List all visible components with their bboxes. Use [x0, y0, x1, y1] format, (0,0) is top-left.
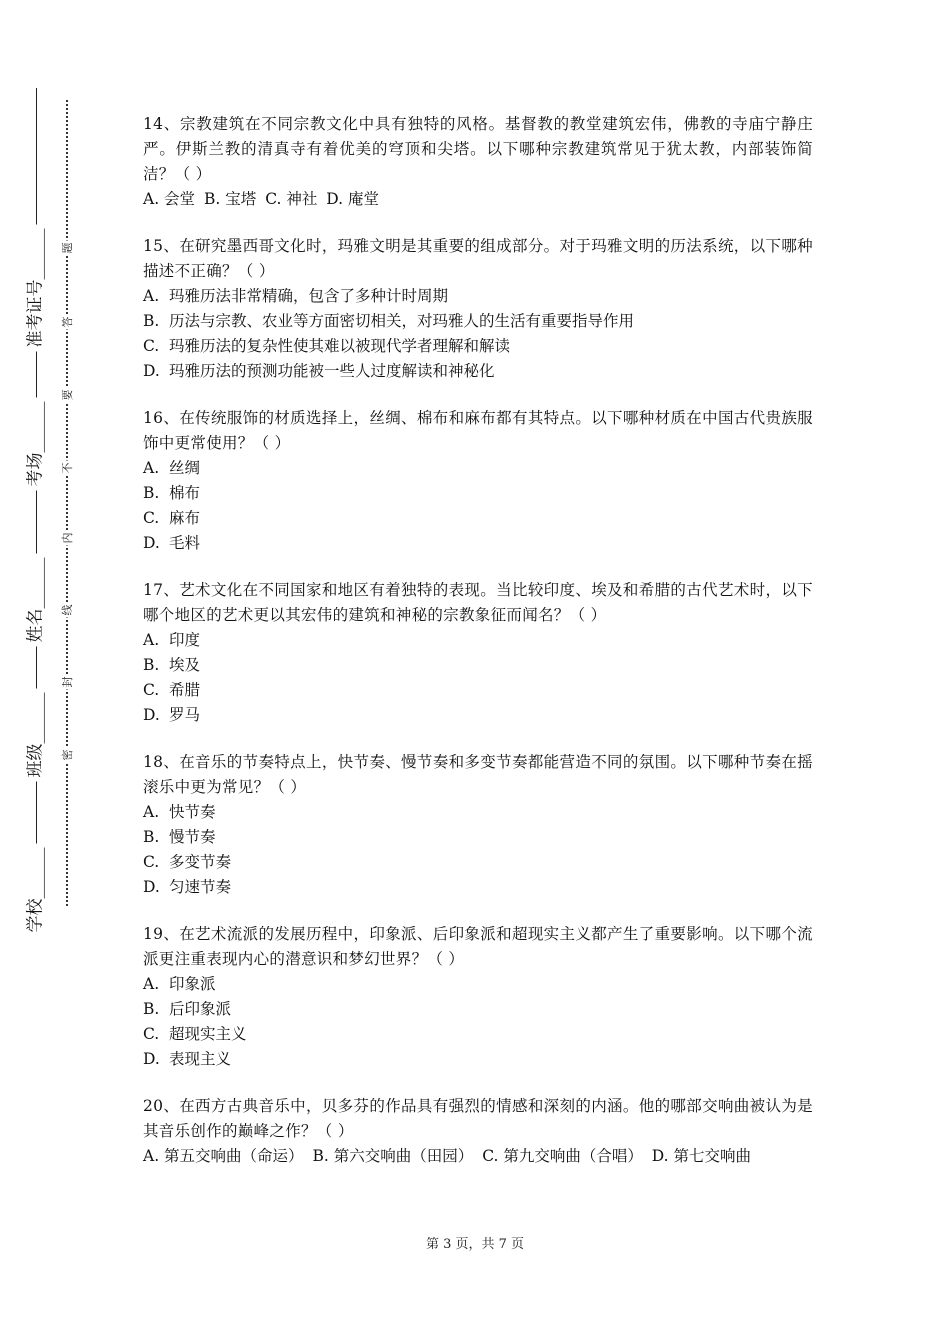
option-letter: B. — [143, 1000, 160, 1018]
option-text: 匀速节奏 — [169, 878, 232, 896]
option-letter: D. — [143, 706, 160, 724]
seal-char: 线 — [61, 604, 74, 616]
option-letter: C. — [143, 1025, 160, 1043]
option-text: 棉布 — [169, 484, 201, 502]
option-text: 玛雅历法非常精确，包含了多种计时周期 — [169, 287, 449, 305]
question-stem: 16、在传统服饰的材质选择上，丝绸、棉布和麻布都有其特点。以下哪种材质在中国古代贵族服饰中更常使用？（ ） — [143, 409, 813, 452]
question-stem: 18、在音乐的节奏特点上，快节奏、慢节奏和多变节奏都能营造不同的氛围。以下哪种节奏在摇滚乐中更为常见？（ ） — [143, 753, 813, 796]
option — [143, 531, 813, 556]
option-text: 印象派 — [169, 975, 216, 993]
option — [143, 628, 813, 653]
name-field: 姓名______ — [21, 554, 46, 647]
option-text: 历法与宗教、农业等方面密切相关，对玛雅人的生活有重要指导作用 — [169, 312, 635, 330]
option — [143, 309, 813, 334]
option-letter: B. — [143, 312, 160, 330]
question-16 — [143, 406, 813, 556]
binding-strip — [0, 0, 110, 1344]
option — [143, 1047, 813, 1072]
option: D. 庵堂 — [326, 190, 380, 208]
option — [143, 1022, 813, 1047]
binding-dotted-line — [66, 100, 68, 906]
option-letter: C. — [143, 681, 160, 699]
question-17 — [143, 578, 813, 728]
option-letter: B. — [143, 828, 160, 846]
option — [143, 703, 813, 728]
option-letter: C. — [143, 509, 160, 527]
option-row — [143, 187, 813, 212]
option-text: 埃及 — [169, 656, 201, 674]
option: B. 宝塔 — [204, 190, 257, 208]
question-stem: 15、在研究墨西哥文化时，玛雅文明是其重要的组成部分。对于玛雅文明的历法系统，以下哪种描述不正确？（ ） — [143, 237, 813, 280]
option-text: 慢节奏 — [169, 828, 216, 846]
option — [143, 359, 813, 384]
option-letter: B. — [143, 656, 160, 674]
option-text: 快节奏 — [169, 803, 216, 821]
option — [143, 284, 813, 309]
option — [143, 825, 813, 850]
option-text: 麻布 — [169, 509, 201, 527]
option-row — [143, 1144, 813, 1169]
option — [143, 800, 813, 825]
option — [143, 334, 813, 359]
page-number: 第 3 页，共 7 页 — [425, 1237, 525, 1252]
seal-char: 不 — [61, 462, 74, 474]
question-stem: 20、在西方古典音乐中，贝多芬的作品具有强烈的情感和深刻的内涵。他的哪部交响曲被认为是其音乐创作的巅峰之作？（ ） — [143, 1097, 813, 1140]
option — [143, 506, 813, 531]
option-text: 多变节奏 — [169, 853, 232, 871]
seal-char: 答 — [61, 316, 74, 328]
exam-number-field: 准考证号______ — [21, 225, 46, 352]
option-letter: D. — [143, 1050, 160, 1068]
option — [143, 456, 813, 481]
seal-char: 封 — [61, 676, 74, 688]
option — [143, 997, 813, 1022]
question-20 — [143, 1094, 813, 1169]
class-field: 班级______ — [21, 689, 46, 782]
option: C. 第九交响曲（合唱） — [482, 1147, 643, 1165]
seal-char: 题 — [61, 242, 74, 254]
option-letter: D. — [143, 878, 160, 896]
option-text: 玛雅历法的预测功能被一些人过度解读和神秘化 — [169, 362, 495, 380]
question-19 — [143, 922, 813, 1072]
seal-char: 内 — [61, 532, 74, 544]
question-14 — [143, 112, 813, 212]
option-text: 罗马 — [169, 706, 201, 724]
option — [143, 481, 813, 506]
option — [143, 972, 813, 997]
question-18 — [143, 750, 813, 900]
option-letter: A. — [143, 459, 160, 477]
option — [143, 875, 813, 900]
option — [143, 678, 813, 703]
question-stem: 17、艺术文化在不同国家和地区有着独特的表现。当比较印度、埃及和希腊的古代艺术时，以下哪个地区的艺术更以其宏伟的建筑和神秘的宗教象征而闻名？（ ） — [143, 581, 813, 624]
option: A. 会堂 — [143, 190, 196, 208]
option-letter: C. — [143, 337, 160, 355]
option-letter: D. — [143, 534, 160, 552]
question-stem: 14、宗教建筑在不同宗教文化中具有独特的风格。基督教的教堂建筑宏伟，佛教的寺庙宁静庄严。伊斯兰教的清真寺有着优美的穹顶和尖塔。以下哪种宗教建筑常见于犹太教，内部装饰简洁？（ ） — [143, 115, 813, 183]
option-letter: A. — [143, 975, 160, 993]
seal-char: 密 — [61, 749, 74, 761]
school-field: 学校______ — [21, 844, 46, 937]
option-letter: C. — [143, 853, 160, 871]
option-letter: A. — [143, 803, 160, 821]
question-stem: 19、在艺术流派的发展历程中，印象派、后印象派和超现实主义都产生了重要影响。以下哪个流派更注重表现内心的潜意识和梦幻世界？（ ） — [143, 925, 813, 968]
option-letter: A. — [143, 631, 160, 649]
option — [143, 653, 813, 678]
option: B. 第六交响曲（田园） — [312, 1147, 474, 1165]
exam-room-field: 考场______ — [21, 398, 46, 491]
option-text: 毛料 — [169, 534, 201, 552]
option: C. 神社 — [265, 190, 318, 208]
question-list — [143, 112, 813, 1191]
option: A. 第五交响曲（命运） — [143, 1147, 304, 1165]
option-text: 丝绸 — [169, 459, 201, 477]
binding-solid-line — [36, 88, 37, 928]
option-text: 后印象派 — [169, 1000, 232, 1018]
option-letter: B. — [143, 484, 160, 502]
option-text: 玛雅历法的复杂性使其难以被现代学者理解和解读 — [169, 337, 511, 355]
option-letter: A. — [143, 287, 160, 305]
option: D. 第七交响曲 — [651, 1147, 752, 1165]
option-letter: D. — [143, 362, 160, 380]
option-text: 超现实主义 — [169, 1025, 247, 1043]
option-text: 印度 — [169, 631, 201, 649]
question-15 — [143, 234, 813, 384]
option-text: 希腊 — [169, 681, 201, 699]
option — [143, 850, 813, 875]
option-text: 表现主义 — [169, 1050, 232, 1068]
seal-char: 要 — [61, 389, 74, 401]
